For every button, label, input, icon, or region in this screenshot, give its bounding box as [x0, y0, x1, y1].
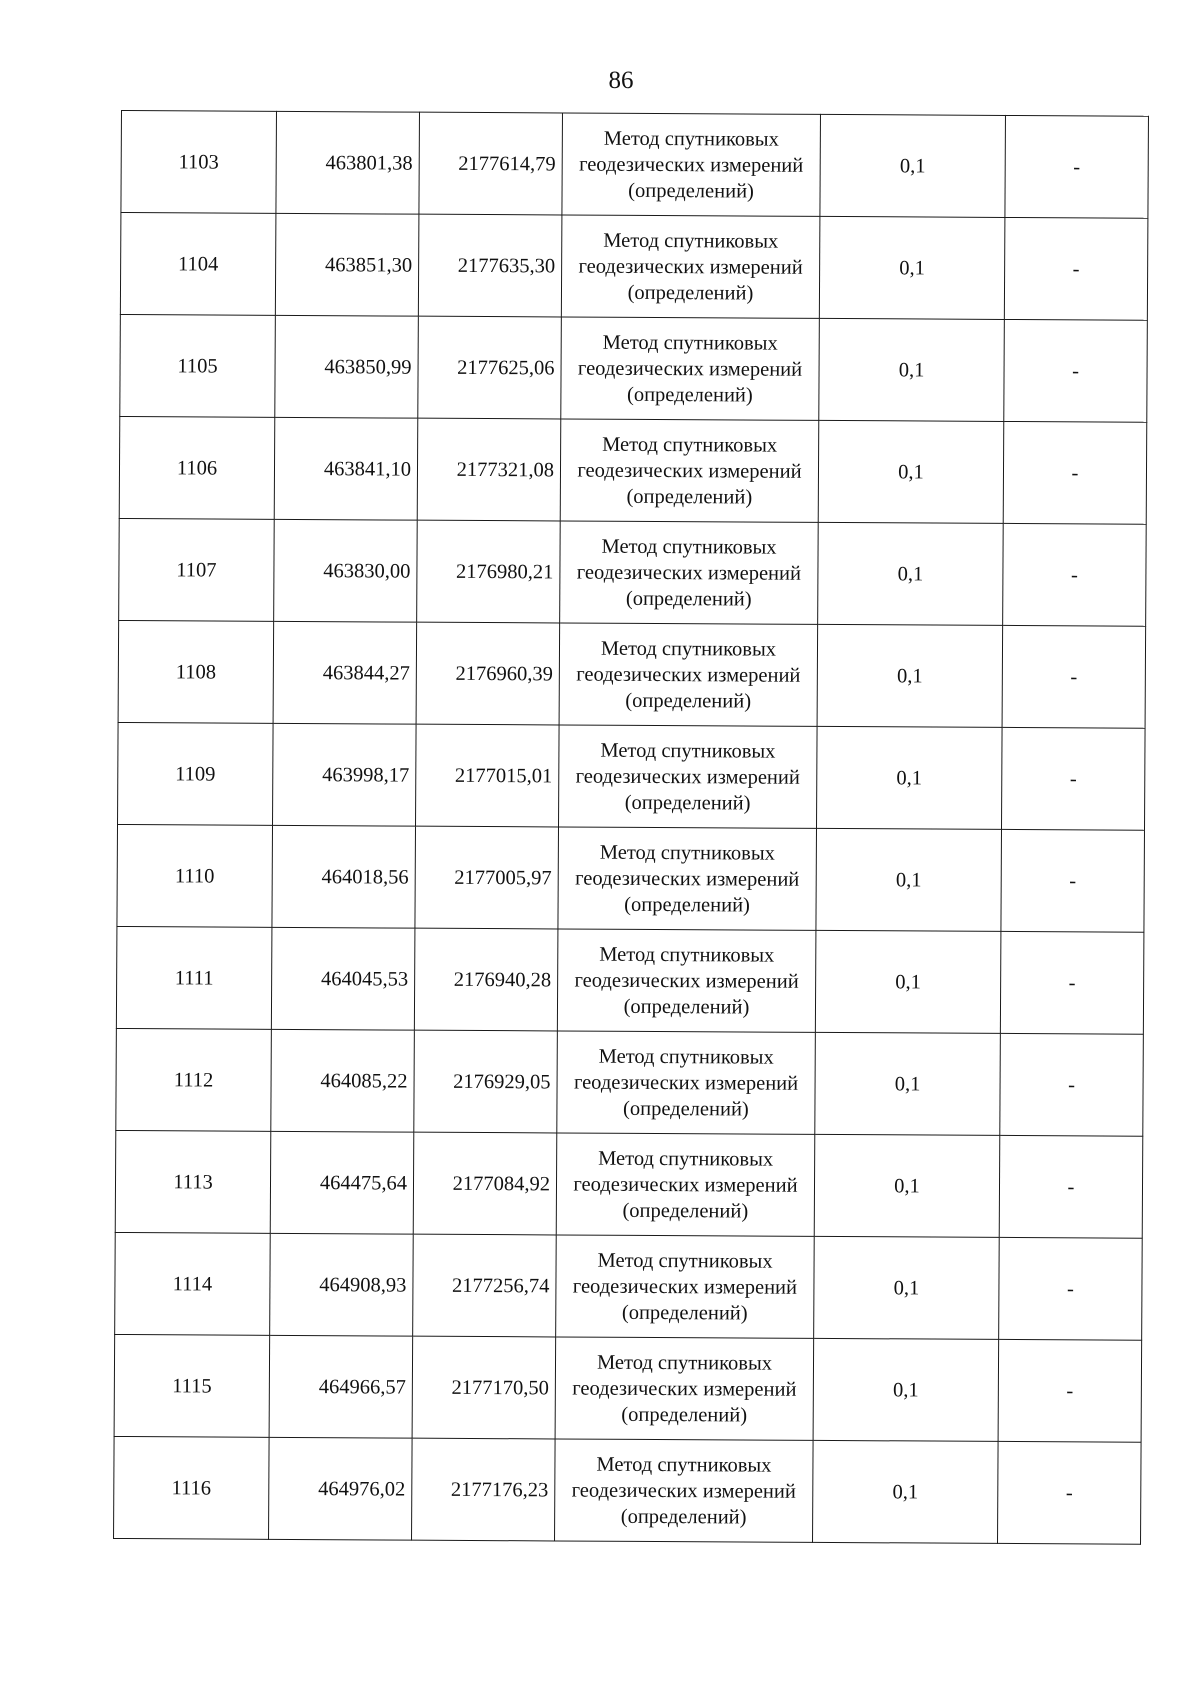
point-number-cell: 1111 — [116, 926, 272, 1029]
accuracy-cell: 0,1 — [816, 726, 1002, 829]
method-cell — [561, 215, 820, 318]
description-cell: - — [999, 1135, 1143, 1238]
point-number-cell: 1105 — [120, 314, 276, 417]
y-coordinate-cell: 2177170,50 — [412, 1336, 556, 1439]
y-coordinate-cell: 2177256,74 — [413, 1234, 557, 1337]
method-line-1: Метод спутниковых — [601, 535, 777, 559]
method-line-1: Метод спутниковых — [596, 1453, 772, 1477]
method-line-1: Метод спутниковых — [600, 637, 777, 661]
x-coordinate-cell: 464908,93 — [270, 1233, 414, 1336]
y-coordinate-cell: 2176929,05 — [414, 1030, 558, 1133]
description-cell: - — [1001, 829, 1145, 932]
x-coordinate-cell: 464045,53 — [271, 927, 415, 1030]
x-coordinate-cell: 463850,99 — [275, 315, 419, 418]
table-row — [119, 416, 1147, 524]
method-line-3: (определений) — [621, 1301, 748, 1325]
point-number-cell: 1104 — [120, 213, 276, 316]
method-cell — [556, 1133, 815, 1236]
description-cell: - — [1001, 727, 1145, 830]
table-row — [114, 1334, 1142, 1442]
point-number-cell: 1113 — [115, 1130, 271, 1233]
method-line-1: Метод спутниковых — [597, 1249, 773, 1273]
x-coordinate-cell: 464018,56 — [272, 825, 416, 928]
method-line-1: Метод спутниковых — [598, 1147, 774, 1171]
accuracy-cell: 0,1 — [814, 1236, 1000, 1339]
method-line-2: геодезических измерений — [576, 663, 801, 687]
accuracy-cell: 0,1 — [814, 1134, 1000, 1237]
method-line-2: геодезических измерений — [572, 1377, 797, 1401]
point-number-cell: 1107 — [119, 518, 275, 621]
method-cell — [555, 1439, 814, 1542]
method-line-2: геодезических измерений — [579, 153, 804, 177]
method-line-2: геодезических измерений — [573, 1071, 799, 1095]
description-cell: - — [998, 1441, 1142, 1544]
method-line-2: геодезических измерений — [574, 969, 799, 993]
accuracy-cell: 0,1 — [819, 318, 1005, 421]
method-line-2: геодезических измерений — [575, 765, 800, 789]
description-cell: - — [1002, 625, 1146, 728]
method-line-3: (определений) — [624, 791, 751, 815]
method-line-2: геодезических измерений — [577, 357, 803, 381]
method-line-1: Метод спутниковых — [603, 127, 779, 151]
method-cell — [559, 623, 818, 726]
x-coordinate-cell: 463830,00 — [274, 519, 418, 622]
point-number-cell: 1106 — [119, 416, 275, 519]
point-number-cell: 1115 — [114, 1334, 270, 1437]
method-line-3: (определений) — [626, 485, 753, 509]
table-row — [118, 620, 1146, 728]
point-number-cell: 1109 — [118, 722, 274, 825]
method-cell — [556, 1235, 815, 1338]
method-line-3: (определений) — [628, 179, 754, 203]
accuracy-cell: 0,1 — [816, 828, 1002, 931]
accuracy-cell: 0,1 — [818, 420, 1004, 523]
y-coordinate-cell: 2177321,08 — [417, 418, 561, 521]
description-cell: - — [1003, 421, 1147, 524]
x-coordinate-cell: 463851,30 — [275, 213, 419, 316]
table-row — [120, 213, 1148, 321]
point-number-cell: 1108 — [118, 620, 274, 723]
y-coordinate-cell: 2177015,01 — [416, 724, 560, 827]
page-number: 86 — [608, 67, 634, 94]
x-coordinate-cell: 463998,17 — [273, 723, 417, 826]
method-line-1: Метод спутниковых — [599, 943, 775, 967]
method-cell — [562, 113, 821, 216]
table-row — [118, 722, 1146, 830]
y-coordinate-cell: 2176980,21 — [417, 520, 561, 623]
method-cell — [558, 827, 817, 930]
point-number-cell: 1103 — [121, 111, 277, 214]
description-cell: - — [998, 1339, 1142, 1442]
method-cell — [561, 317, 820, 420]
description-cell: - — [1000, 1033, 1144, 1136]
accuracy-cell: 0,1 — [815, 1032, 1001, 1135]
method-line-1: Метод спутниковых — [603, 229, 779, 253]
table-row — [116, 926, 1144, 1034]
accuracy-cell: 0,1 — [820, 114, 1006, 217]
point-number-cell: 1116 — [114, 1436, 270, 1539]
method-line-3: (определений) — [625, 689, 752, 713]
x-coordinate-cell: 464966,57 — [269, 1335, 413, 1438]
method-cell — [559, 725, 818, 828]
method-line-3: (определений) — [627, 281, 754, 305]
method-line-3: (определений) — [625, 587, 752, 611]
coordinates-table — [113, 110, 1149, 1545]
method-line-2: геодезических измерений — [573, 1173, 798, 1197]
method-line-2: геодезических измерений — [576, 561, 802, 585]
method-line-3: (определений) — [626, 383, 753, 407]
point-number-cell: 1112 — [116, 1028, 272, 1131]
x-coordinate-cell: 463844,27 — [273, 621, 417, 724]
description-cell: - — [999, 1237, 1143, 1340]
accuracy-cell: 0,1 — [819, 216, 1005, 319]
method-line-2: геодезических измерений — [572, 1275, 798, 1299]
y-coordinate-cell: 2176940,28 — [414, 928, 558, 1031]
accuracy-cell: 0,1 — [813, 1440, 999, 1543]
method-line-3: (определений) — [622, 1097, 749, 1121]
description-cell: - — [1004, 319, 1148, 422]
method-cell — [560, 521, 819, 624]
table-row — [119, 518, 1147, 626]
table-body — [114, 111, 1149, 1545]
y-coordinate-cell: 2177625,06 — [418, 316, 562, 419]
accuracy-cell: 0,1 — [817, 624, 1003, 727]
accuracy-cell: 0,1 — [818, 522, 1004, 625]
method-line-2: геодезических измерений — [577, 459, 802, 483]
method-line-1: Метод спутниковых — [600, 739, 776, 763]
y-coordinate-cell: 2177084,92 — [413, 1132, 557, 1235]
method-cell — [557, 929, 816, 1032]
point-number-cell: 1110 — [117, 824, 273, 927]
method-cell — [557, 1031, 816, 1134]
method-line-3: (определений) — [620, 1505, 747, 1529]
method-cell — [560, 419, 819, 522]
description-cell: - — [1003, 523, 1147, 626]
method-line-2: геодезических измерений — [575, 867, 800, 891]
description-cell: - — [1005, 115, 1149, 218]
x-coordinate-cell: 464475,64 — [270, 1131, 414, 1234]
x-coordinate-cell: 464085,22 — [271, 1029, 415, 1132]
x-coordinate-cell: 463801,38 — [276, 111, 420, 214]
x-coordinate-cell: 463841,10 — [274, 417, 418, 520]
point-number-cell: 1114 — [115, 1232, 271, 1335]
method-line-3: (определений) — [622, 1199, 749, 1223]
x-coordinate-cell: 464976,02 — [269, 1437, 413, 1540]
y-coordinate-cell: 2177614,79 — [419, 112, 563, 215]
table-row — [120, 314, 1148, 422]
description-cell: - — [1000, 931, 1144, 1034]
method-line-1: Метод спутниковых — [602, 331, 778, 355]
method-line-1: Метод спутниковых — [599, 841, 775, 865]
table-row — [115, 1130, 1143, 1238]
method-line-3: (определений) — [621, 1403, 748, 1427]
accuracy-cell: 0,1 — [815, 930, 1001, 1033]
method-line-1: Метод спутниковых — [602, 433, 778, 457]
method-line-1: Метод спутниковых — [596, 1351, 773, 1375]
accuracy-cell: 0,1 — [813, 1338, 999, 1441]
method-cell — [555, 1337, 814, 1440]
method-line-1: Метод спутниковых — [598, 1045, 774, 1069]
method-line-2: геодезических измерений — [578, 255, 803, 279]
method-line-2: геодезических измерений — [571, 1479, 796, 1503]
y-coordinate-cell: 2176960,39 — [416, 622, 560, 725]
y-coordinate-cell: 2177005,97 — [415, 826, 559, 929]
table-row — [116, 1028, 1144, 1136]
method-line-3: (определений) — [624, 893, 750, 917]
method-line-3: (определений) — [623, 995, 750, 1019]
y-coordinate-cell: 2177176,23 — [412, 1438, 556, 1541]
table-row — [117, 824, 1145, 932]
table-row — [121, 111, 1149, 219]
description-cell: - — [1004, 217, 1148, 320]
y-coordinate-cell: 2177635,30 — [418, 214, 562, 317]
table-row — [114, 1436, 1142, 1544]
table-row — [115, 1232, 1143, 1340]
